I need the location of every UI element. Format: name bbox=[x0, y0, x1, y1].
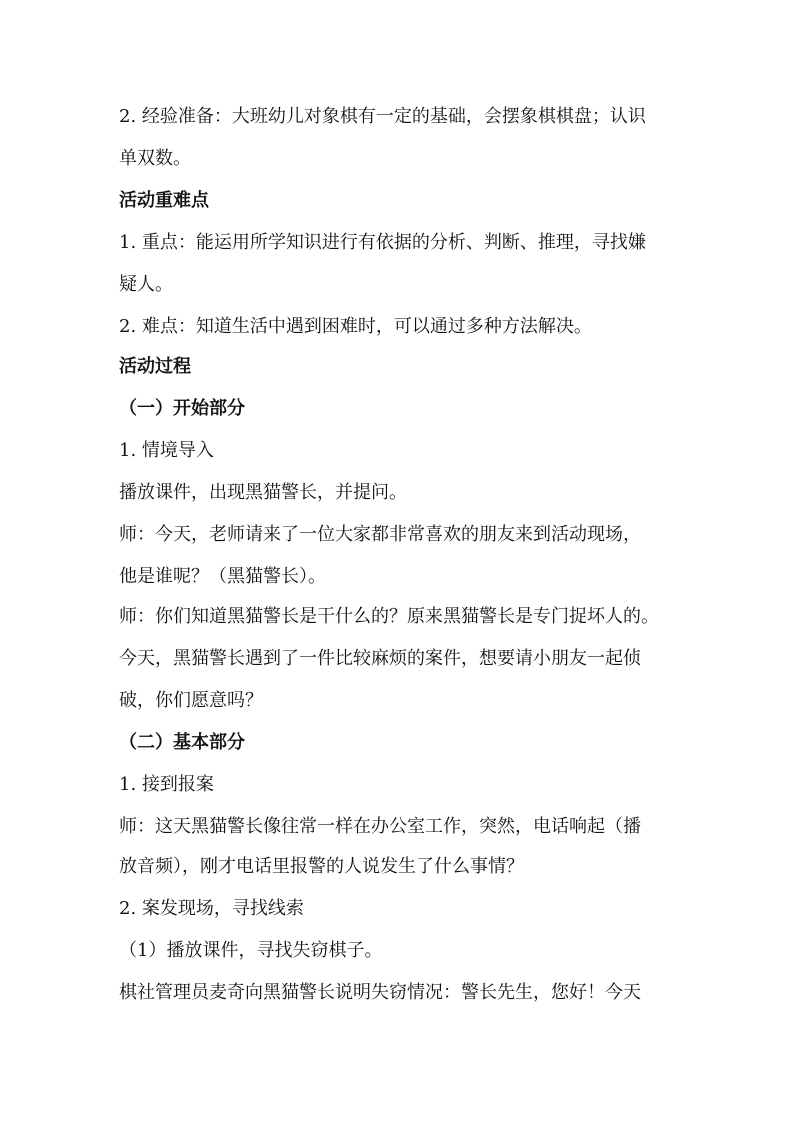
paragraph-line: 单双数。 bbox=[119, 148, 191, 169]
paragraph-line: 放音频），刚才电话里报警的人说发生了什么事情？ bbox=[119, 856, 524, 877]
paragraph-line: 1. 情境导入 bbox=[119, 440, 214, 461]
paragraph-line: 2. 难点：知道生活中遇到困难时，可以通过多种方法解决。 bbox=[119, 316, 592, 337]
section-heading: 活动重难点 bbox=[119, 190, 209, 211]
subsection-heading: （二）基本部分 bbox=[119, 732, 245, 753]
paragraph-line: 疑人。 bbox=[119, 274, 173, 295]
paragraph-line: 师：这天黑猫警长像往常一样在办公室工作，突然，电话响起（播 bbox=[119, 816, 641, 837]
paragraph-line: 师：你们知道黑猫警长是干什么的？原来黑猫警长是专门捉坏人的。 bbox=[119, 606, 659, 627]
paragraph-line: 1. 接到报案 bbox=[119, 774, 214, 795]
paragraph-line: 1. 重点：能运用所学知识进行有依据的分析、判断、推理，寻找嫌 bbox=[119, 232, 646, 253]
paragraph-line: 他是谁呢？（黑猫警长）。 bbox=[119, 566, 326, 587]
paragraph-line: （1）播放课件，寻找失窃棋子。 bbox=[119, 940, 383, 961]
paragraph-line: 棋社管理员麦奇向黑猫警长说明失窃情况：警长先生，您好！今天 bbox=[119, 982, 641, 1003]
paragraph-line: 播放课件，出现黑猫警长，并提问。 bbox=[119, 482, 407, 503]
paragraph-line: 今天，黑猫警长遇到了一件比较麻烦的案件，想要请小朋友一起侦 bbox=[119, 648, 641, 669]
paragraph-line: 破，你们愿意吗？ bbox=[119, 690, 263, 711]
paragraph-line: 师：今天，老师请来了一位大家都非常喜欢的朋友来到活动现场， bbox=[119, 524, 641, 545]
subsection-heading: （一）开始部分 bbox=[119, 398, 245, 419]
section-heading: 活动过程 bbox=[119, 356, 191, 377]
paragraph-line: 2. 经验准备：大班幼儿对象棋有一定的基础，会摆象棋棋盘；认识 bbox=[119, 106, 646, 127]
paragraph-line: 2. 案发现场，寻找线索 bbox=[119, 898, 304, 919]
